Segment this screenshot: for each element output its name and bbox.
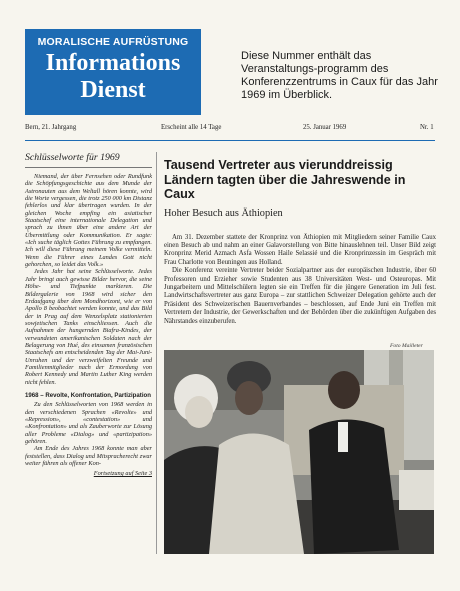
issue-number: Nr. 1 [420, 124, 434, 131]
issue-info-bar [25, 124, 435, 136]
news-photo [164, 350, 434, 554]
sidebar-heading: Schlüsselworte für 1969 [25, 152, 152, 168]
man-face [328, 371, 360, 409]
masthead-logo [25, 29, 201, 115]
article-subheadline: Hoher Besuch aus Äthiopien [164, 207, 283, 219]
article-body [164, 234, 436, 326]
masthead-title-line1: Informations [45, 50, 181, 76]
sidebar-paragraph: Am Ende des Jahres 1968 konnte man aber feststellen, dass Dialog und Mitspracherecht zwar weiter führen als offener Kon- [25, 445, 152, 468]
article-headline: Tausend Vertreter aus vierunddreissig Ländern tagten über die Jahreswende in Caux [164, 158, 406, 201]
masthead-title-line2: Dienst [80, 77, 146, 103]
article-paragraph: Die Konferenz vereinte Vertreter beider Sozialpartner aus der europäischen Industrie, über 60 Professoren und Erzieher sowie Studenten aus 38 Universitäten West- und Osteuropas. Mit Jungarbeitern und Mittelschülern legten sie ein Treffen für die jüngere Generation im Juli fest. Landwirtschaftsvertreter aus ganz Europa – zur stattlichen Schweizer Delegation gehörte auch der Präsident des Schweizerischen Bauernverbandes – beschlossen, auf Ende Juni ein Treffen mit Vertretern der Industrie, der Gewerkschaften und der Behörden über die zukünftigen Aufgaben des Nährstandes einzuberufen. [164, 267, 436, 325]
column-divider [156, 152, 157, 554]
place-volume: Bern, 21. Jahrgang [25, 124, 77, 131]
photo-credit: Foto Mailleter [390, 343, 423, 349]
issue-date: 25. Januar 1969 [303, 124, 347, 131]
masthead-kicker: MORALISCHE AUFRÜSTUNG [37, 36, 189, 48]
masthead-rule [25, 140, 435, 141]
continued-note: Fortsetzung auf Seite 3 [93, 470, 152, 478]
woman-center-dress [209, 434, 304, 555]
woman-left-face [185, 396, 213, 428]
article-paragraph: Am 31. Dezember stattete der Kronprinz von Äthiopien mit Mitgliedern seiner Familie Caux einen Besuch ab und nahm an einer Galavorstellung von Bitte hinauslehnen teil. Unser Bild zeigt Kronprinz Merid Azmach Asfa Wossen Haile Selassié und die Kronprinzessin im Gespräch mit Frau Charlotte von Beuningen aus Holland. [164, 233, 436, 266]
sidebar-paragraph: Zu den Schlüsselworten von 1968 werden in den verschiedenen Sprachen «Revolte» und «Repression», «contestation» und «Konfrontation» und als Zauberworte zur Lösung aller Probleme «Dialog» und «partizipation» gehören. [25, 401, 152, 446]
sidebar-paragraph: Jedes Jahr hat seine Schlüsselworte. Jedes Jahr bringt auch gewisse Bilder hervor, die seine Höhe- und Tiefpunkte markieren. Die Bildergalerie von 1968 wird sicher den Erdaufgang über dem Mondhorizont, wie er von Apollo 8 beobachtet werden konnte, und das Bild der in Prag auf dem Wenzelsplatz stationierten sowjetischen Tanks einschliessen. Auch die Aufnahmen der hungernden Biafra-Kindes, der verwundeten amerikanischen Soldaten nach der Belagerung von Hué, des einsamen französischen Staatschefs am entscheidenden Tag der Mai-Juni-Unruhen und der verzweifelten Freunde und Familienmitglieder nach der Ermordung von Robert Kennedy und Martin Luther King werden nicht fehlen. [25, 268, 152, 386]
sidebar-subheading: 1968 – Revolte, Konfrontation, Partizipation [25, 391, 151, 399]
table [399, 470, 434, 510]
main-article [164, 158, 436, 326]
sidebar-paragraph: Niemand, der über Fernsehen oder Rundfunk die Schöpfungsgeschichte aus dem Munde der Astronauten aus dem Weltall hören konnte, wird die Worte vergessen, die trotz 250 000 km Distanz fehlerlos und klar übertragen wurden. In der gleichen Woche empfing ein asiatischer Staatschef eine internationale Delegation und sprach zu ihnen über eine andere Art der Übermittlung oder Kommunikation. Er sagte: «Ich suche täglich Gottes Führung zu empfangen. Ich will diese Führung meinem Volke vermitteln. Wenn die Führer eines Landes Gott nicht gehorchen, so leidet das Volk.» [25, 173, 152, 269]
issue-intro: Diese Nummer enthält das Veranstaltungs-programm des Konferenzzentrums in Caux für das Jahr 1969 im Überblick. [241, 50, 438, 101]
sidebar-column [25, 152, 152, 478]
woman-center-face [235, 381, 263, 415]
frequency: Erscheint alle 14 Tage [161, 124, 222, 131]
